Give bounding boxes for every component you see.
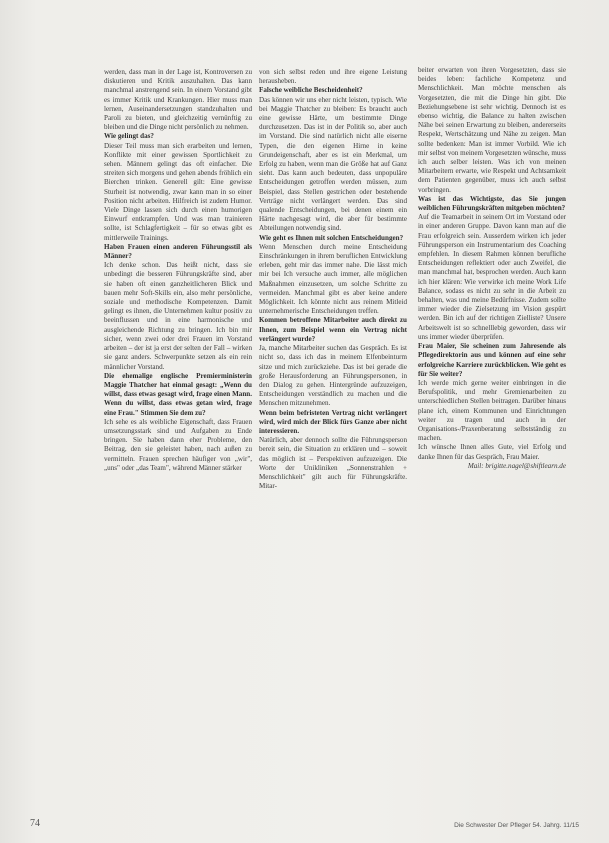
interview-question: Kommen betroffene Mitarbeiter auch direkt zu Ihnen, zum Beispiel wenn ein Vertrag nicht verlängert wurde? [259,316,407,343]
author-contact: Mail: brigitte.nagel@shiftlearn.de [467,461,566,470]
body-paragraph: Ich wünsche Ihnen alles Gute, viel Erfolg und danke Ihnen für das Gespräch, Frau Maier. [418,443,566,461]
body-paragraph: von sich selbst reden und ihre eigene Leistung herausheben. [259,68,407,86]
interview-question: Wenn beim befristeten Vertrag nicht verlängert wird, wird mich der Blick fürs Ganze aber nicht interessieren. [259,408,407,435]
page-number: 74 [30,818,40,829]
interview-question: Falsche weibliche Bescheidenheit? [259,86,363,95]
interview-question: Wie geht es Ihnen mit solchen Entscheidungen? [259,233,404,242]
text-column-3 [418,66,566,471]
interview-question: Haben Frauen einen anderen Führungsstil als Männer? [104,242,252,261]
interview-question: Die ehemalige englische Premierministerin Maggie Thatcher hat einmal gesagt: „Wenn du willst, dass etwas gesagt wird, frage einen Mann. Wenn du willst, dass etwas getan wird, frage eine Frau." Stimmen Sie dem zu? [104,371,252,417]
body-paragraph: Ich werde mich gerne weiter einbringen in die Berufspolitik, und mehr Gremienarbeiten zu unterschiedlichen Stellen beitragen. Darüber hinaus plane ich, einem Kommunen und Einrichtungen weiter zu tragen und auch in der Organisations-/Praxenberatung selbstständig zu machen. [418,378,566,443]
body-paragraph: beiter erwarten von ihren Vorgesetzten, dass sie beides leben: fachliche Kompetenz und Menschlichkeit. Man möchte menschen als Vorgesetzten, die mit die Dinge hin gibt. Die Beziehungsebene ist sehr wichtig. Dennoch ist es ebenso wichtig, die Balance zu halten zwischen Nähe bei seinen Erwartung zu bleiben, andererseits Respekt, Wertschätzung und Nähe zu zeigen. Man sollte bedenken: Man ist immer Vorbild. Wie ich mir selbst von meinem Vorgesetzten wünsche, muss ich auch selber leisten. Was ich von meinen Mitarbeitern erwarte, wie Respekt und Achtsamkeit dem Patienten gegenüber, muss ich auch selbst vorbringen. [418,66,566,194]
body-paragraph: Ich sehe es als weibliche Eigenschaft, dass Frauen umsetzungsstark sind und Aufgaben zu Ende bringen. Sie haben dann eher Probleme, den Beitrag, den sie geleistet haben, nach außen zu vermitteln. Frauen sprechen häufiger von „wir", „uns" oder „das Team", während Männer stärker [104,417,252,472]
body-paragraph: Ja, manche Mitarbeiter suchen das Gespräch. Es ist nicht so, dass ich das in meinem Elfenbeinturm sitze und mich zurückziehe. Das ist bei gerade die große Herausforderung an Führungspersonen, in den Dialog zu gehen. Hintergründe aufzuzeigen, Entscheidungen verständlich zu machen und die Menschen mitzunehmen. [259,344,407,408]
interview-question: Wie gelingt das? [104,132,154,141]
body-paragraph: Wenn Menschen durch meine Entscheidung Einschränkungen in ihrem beruflichen Entwicklung erleben, geht mir das immer nahe. Die lässt mich mir bei Ich versuche auch immer, alle möglichen Maßnahmen einzusetzen, um solche Schritte zu vermeiden. Manchmal gibt es aber keine andere Möglichkeit. Ich könnte nicht aus reinem Mitleid unternehmerische Entscheidungen treffen. [259,242,407,316]
interview-question: Frau Maier, Sie scheinen zum Jahresende als Pflegedirektorin aus und können auf eine sehr erfolgreiche Karriere zurückblicken. Wie geht es für Sie weiter? [418,342,566,378]
body-paragraph: Dieser Teil muss man sich erarbeiten und lernen, Konflikte mit einer gewissen Sportlichkeit zu sehen. Männern gelingt das oft einfacher. Die streiten sich morgens und gehen abends fröhlich ein Bierchen trinken. Generell gilt: Eine gewisse Sturheit ist notwendig, zwar kann man in so einer Position nicht arbeiten. Hilfreich ist zudem Humor. Viele Dinge lassen sich durch einen humorigen Einwurf entkrampfen. Und was man trainieren sollte, ist Schlagfertigkeit – für so etwas gibt es mittlerweile Trainings. [104,141,252,242]
body-paragraph: Auf die Teamarbeit in seinem Ort im Vorstand oder in einer anderen Gruppe. Davon kann man auf die Frau erfolgreich sein. Ausserdem wirken ich jeder Führungsperson ein Instrumentarium des Coaching empfehlen. In diesem Rahmen können berufliche Entscheidungen reflektiert oder auch Zweifel, die man manchmal hat, besprochen werden. Auch kann ich hier klären: Wie verwirke ich meine Work Life Balance, sodass es nicht zu sehr in die Arbeit zu behalten, was und meine Bedürfnisse. Zudem sollte immer wieder die Zielsetzung im Vision gespürt werden. Bin ich auf der richtigen Zielliste? Unsere Arbeitswelt ist so schnelllebig geworden, dass wir uns immer wieder überprüfen. [418,213,566,341]
body-paragraph: Das können wir uns eher nicht leisten, typisch. Wie bei Maggie Thatcher zu bleiben: Es braucht auch eine gewisse Härte, um bestimmte Dinge durchzusetzen. Das ist in der Politik so, aber auch im Vorstand. Die sind natürlich nicht alle eiserne Typen, die den eigenen Hirne in keine Grundeigenschaft, aber es ist ein Merkmal, um Erfolg zu haben, wenn man die Größe hat auf Ganz sieht. Das kann auch bedeuten, dass unpopuläre Entscheidungen getroffen werden müssen, zum Beispiel, dass Stellen gestrichen oder bestehende Verträge nicht verlängert werden. Das sind qualende Entscheidungen, bei denen einem ein Härte nachgesagt wird, die aber für bestimmte Abteilungen notwendig sind. [259,95,407,233]
body-paragraph: Ich denke schon. Das heißt nicht, dass sie unbedingt die besseren Führungskräfte sind, aber sie haben oft einen ganzheitlicheren Blick und bauen mehr Soft-Skills ein, also mehr persönliche, soziale und methodische Kompetenzen. Damit gelingt es ihnen, die Unternehmen kultur positiv zu beeinflussen und in eine harmonische und ausgleichende Richtung zu bringen. Ich bin mir sicher, wenn zwei oder drei Frauen im Vorstand arbeiten – der ist ja erst der selten der Fall – wirken sie ganz anders. Schwerpunkte setzen als ein rein männlicher Vorstand. [104,261,252,371]
text-column-2 [259,68,407,491]
text-column-1 [104,68,252,473]
body-paragraph: werden, dass man in der Lage ist, Kontroversen zu diskutieren und Kritik auszuhalten. Das kann manchmal anstrengend sein. In einem Vorstand gibt es immer Kritik und Krankungen. Hier muss man lernen, Auseinandersetzungen standzuhalten und Paroli zu bieten, und gleichzeitig vernünftig zu bleiben und die Dinge nicht persönlich zu nehmen. [104,68,252,132]
interview-question: Was ist das Wichtigste, das Sie jungen weiblichen Führungskräften mitgeben möchten? [418,194,566,213]
body-paragraph: Natürlich, aber dennoch sollte die Führungsperson bereit sein, die Situation zu erklären und – soweit das möglich ist – Perspektiven aufzuzeigen. Die Worte der Unikliniken „Sonnenstrahlen + Menschlichkeit" gilt auch für Führungskräfte. Mitar- [259,436,407,491]
issue-info: Die Schwester Der Pfleger 54. Jahrg. 11/15 [454,822,579,829]
